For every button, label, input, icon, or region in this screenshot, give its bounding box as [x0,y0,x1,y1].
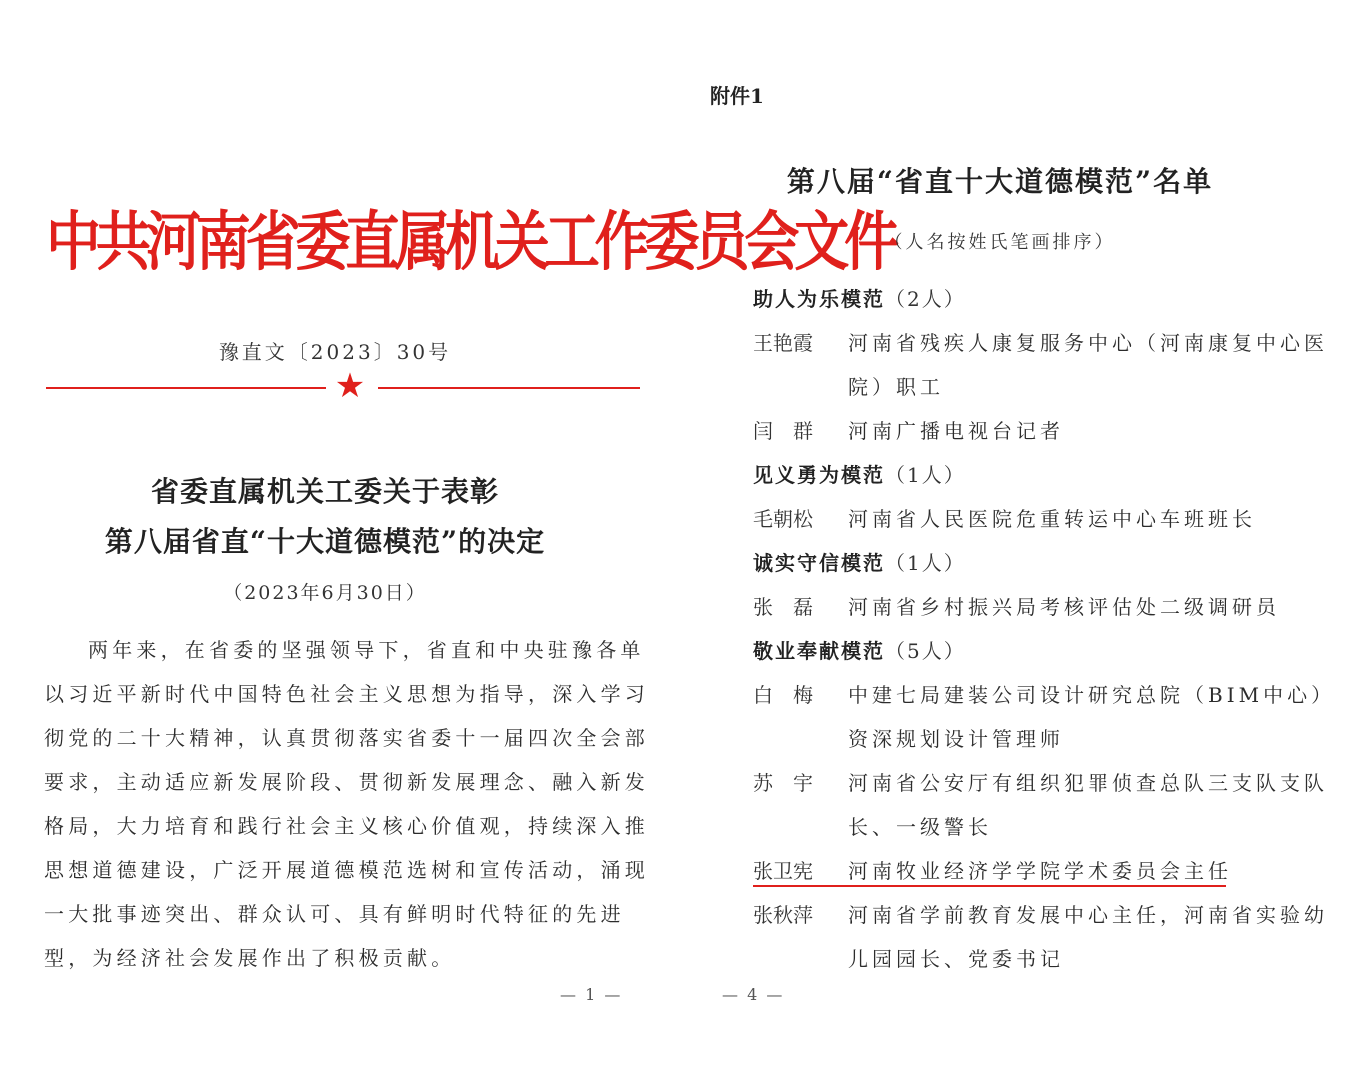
honoree-name: 白 梅 [753,683,813,707]
decision-date: （2023年6月30日） [223,582,427,604]
body-line: 格局，大力培育和践行社会主义核心价值观，持续深入推 [44,814,649,838]
document-number: 豫直文〔2023〕30号 [218,340,452,364]
honoree-description: 河南广播电视台记者 [848,419,1064,443]
decision-title-line1: 省委直属机关工委关于表彰 [150,475,499,508]
category-count: （1人） [885,463,966,487]
body-line: 两年来，在省委的坚强领导下，省直和中央驻豫各单 [88,638,645,662]
honoree-description: 长、一级警长 [848,815,992,839]
honoree-name: 苏 宇 [753,771,813,795]
honoree-name: 张卫宪 [753,859,813,883]
red-star-icon: ★ [334,366,366,406]
category-name: 敬业奉献模范 [753,639,885,663]
category-heading [753,541,966,585]
honoree-name: 王艳霞 [753,331,813,355]
decision-title-line2: 第八届省直“十大道德模范”的决定 [104,525,546,558]
category-name: 助人为乐模范 [753,287,885,311]
body-line: 要求，主动适应新发展阶段、贯彻新发展理念、融入新发 [44,770,649,794]
body-line: 思想道德建设，广泛开展道德模范选树和宣传活动，涌现 [44,858,649,882]
honoree-name: 张 磊 [753,595,813,619]
honoree-name: 闫 群 [753,419,813,443]
honoree-description: 河南省公安厅有组织犯罪侦查总队三支队支队 [848,771,1328,795]
honoree-description: 河南省学前教育发展中心主任，河南省实验幼 [848,903,1328,927]
body-line: 一大批事迹突出、群众认可、具有鲜明时代特征的先进 [44,902,625,926]
red-divider-left [46,387,326,389]
body-line: 彻党的二十大精神，认真贯彻落实省委十一届四次全会部 [44,726,649,750]
category-heading [753,277,966,321]
right-document-page [660,0,1350,1080]
honoree-description: 河南省残疾人康复服务中心（河南康复中心医 [848,331,1328,355]
list-title: 第八届“省直十大道德模范”名单 [786,165,1214,198]
page-number: — 4 — [722,985,785,1004]
category-count: （5人） [885,639,966,663]
body-line: 以习近平新时代中国特色社会主义思想为指导，深入学习 [44,682,649,706]
honoree-description: 河南牧业经济学学院学术委员会主任 [848,859,1232,883]
red-underline-highlight [753,885,1226,887]
category-name: 诚实守信模范 [753,551,885,575]
honoree-description: 河南省乡村振兴局考核评估处二级调研员 [848,595,1280,619]
red-divider-right [378,387,640,389]
honoree-description: 资深规划设计管理师 [848,727,1064,751]
category-count: （1人） [885,551,966,575]
honoree-description: 院）职工 [848,375,944,399]
body-line: 型，为经济社会发展作出了积极贡献。 [44,946,456,970]
issuer-banner: 中共河南省委直属机关工作委员会文件 [46,206,894,280]
honoree-description: 儿园园长、党委书记 [848,947,1064,971]
page-number: — 1 — [560,985,623,1004]
honoree-name: 张秋萍 [753,903,813,927]
category-count: （2人） [885,287,966,311]
honoree-description: 河南省人民医院危重转运中心车班班长 [848,507,1256,531]
category-name: 见义勇为模范 [753,463,885,487]
attachment-label: 附件1 [710,84,764,108]
honoree-name: 毛朝松 [753,507,813,531]
honoree-description: 中建七局建装公司设计研究总院（BIM中心） [848,683,1336,707]
category-heading [753,453,966,497]
category-heading [753,629,966,673]
list-subtitle: （人名按姓氏笔画排序） [884,232,1116,253]
